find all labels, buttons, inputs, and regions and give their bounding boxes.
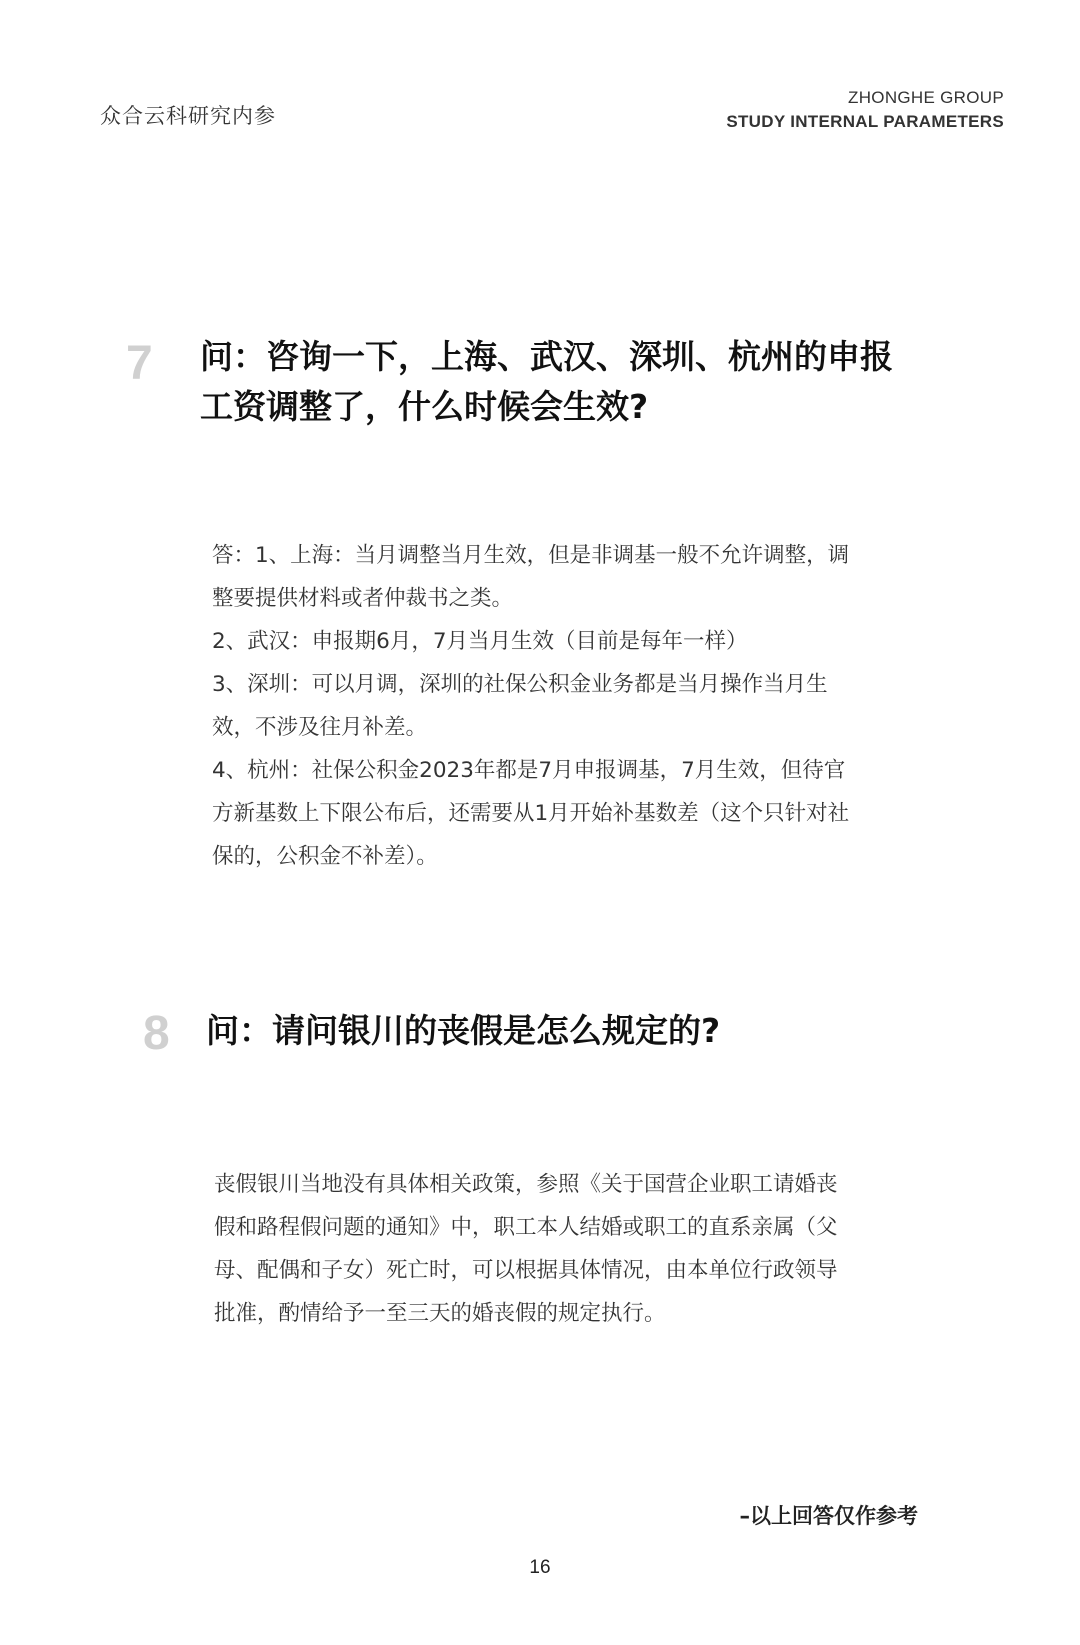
question-8-line-1: 问：请问银川的丧假是怎么规定的?	[206, 1011, 721, 1050]
page-number: 16	[529, 1557, 551, 1578]
question-7-line-1: 问：咨询一下，上海、武汉、深圳、杭州的申报	[200, 337, 893, 376]
question-7-line-2: 工资调整了，什么时候会生效?	[200, 387, 649, 426]
answer-7-line: 效，不涉及往月补差。	[212, 715, 428, 740]
answer-8-line: 丧假银川当地没有具体相关政策，参照《关于国营企业职工请婚丧	[214, 1172, 838, 1197]
answer-8-line: 母、配偶和子女）死亡时，可以根据具体情况，由本单位行政领导	[214, 1258, 838, 1283]
answer-8-line: 假和路程假问题的通知》中，职工本人结婚或职工的直系亲属（父	[214, 1215, 838, 1240]
question-7-title	[200, 332, 893, 432]
answer-7-line: 整要提供材料或者仲裁书之类。	[212, 586, 514, 611]
answer-7-line: 4、杭州：社保公积金2023年都是7月申报调基，7月生效，但待官	[212, 758, 846, 783]
answer-7-line: 答：1、上海：当月调整当月生效，但是非调基一般不允许调整，调	[212, 543, 850, 568]
publisher-subtitle: STUDY INTERNAL PARAMETERS	[726, 112, 1004, 131]
answer-7-line: 方新基数上下限公布后，还需要从1月开始补基数差（这个只针对社	[212, 801, 850, 826]
answer-8-line: 批准，酌情给予一至三天的婚丧假的规定执行。	[214, 1301, 666, 1326]
answer-7-line: 保的，公积金不补差）。	[212, 844, 438, 869]
question-number-7: 7	[126, 337, 153, 390]
publisher-block	[726, 86, 1004, 134]
question-8-title	[206, 1006, 720, 1056]
question-number-8: 8	[143, 1007, 170, 1060]
answer-7-line: 2、武汉：申报期6月，7月当月生效（目前是每年一样）	[212, 629, 748, 654]
publication-title: 众合云科研究内参	[100, 104, 276, 128]
answer-7-line: 3、深圳：可以月调，深圳的社保公积金业务都是当月操作当月生	[212, 672, 828, 697]
publisher-name: ZHONGHE GROUP	[848, 88, 1004, 107]
answer-7	[212, 534, 849, 878]
disclaimer-note: –以上回答仅作参考	[739, 1504, 918, 1528]
answer-8	[214, 1163, 838, 1335]
